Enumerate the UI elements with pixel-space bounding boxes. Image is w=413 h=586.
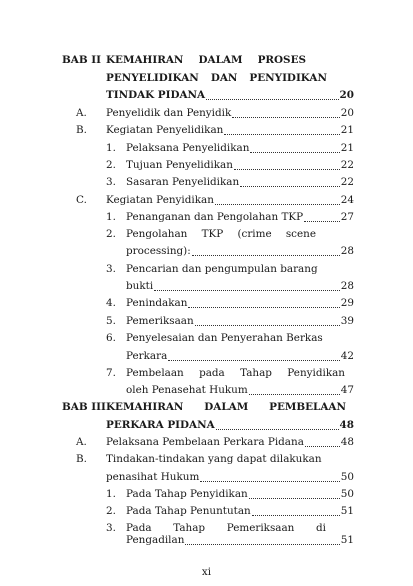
- entry-text-line: Tindakan-tindakan yang dapat dilakukan: [106, 453, 322, 465]
- dot-leader: [250, 144, 339, 153]
- entry-text: Pelaksana Pembelaan Perkara Pidana: [106, 436, 304, 448]
- dot-leader: [232, 109, 339, 118]
- page-number: 21: [340, 142, 354, 154]
- word: di: [316, 522, 326, 534]
- page-number: 50: [340, 488, 354, 500]
- page-number: 50: [340, 471, 354, 483]
- page-number: 39: [340, 315, 354, 327]
- item-number: 5.: [106, 315, 116, 327]
- page-number: 42: [340, 350, 354, 362]
- entry-text: Penyelidik dan Penyidik: [106, 107, 232, 119]
- entry-text: bukti: [126, 280, 154, 292]
- dot-leader: [206, 91, 338, 100]
- toc-entry[interactable]: [126, 280, 354, 293]
- dot-leader: [185, 536, 339, 545]
- toc-entry[interactable]: [126, 211, 354, 224]
- word: PROSES: [257, 54, 306, 66]
- toc-entry[interactable]: [106, 471, 354, 484]
- item-number: 6.: [106, 332, 116, 344]
- entry-text: Perkara: [126, 350, 168, 362]
- dot-leader: [154, 282, 340, 291]
- word: (crime: [237, 228, 272, 240]
- toc-entry[interactable]: [106, 194, 354, 207]
- item-number: 3.: [106, 176, 116, 188]
- word: PENYELIDIKAN: [106, 72, 199, 84]
- word: KEMAHIRAN: [106, 54, 184, 66]
- entry-text: Penindakan: [126, 297, 188, 309]
- word: DALAM: [204, 401, 249, 413]
- item-number: 2.: [106, 505, 116, 517]
- section-label: B.: [76, 124, 87, 136]
- item-number: 4.: [106, 297, 116, 309]
- page-number: 22: [340, 159, 354, 171]
- entry-text-line: [126, 367, 345, 380]
- item-number: 1.: [106, 142, 116, 154]
- chapter-title-line: [106, 401, 346, 414]
- toc-entry[interactable]: [106, 419, 354, 432]
- entry-text: Pemeriksaan: [126, 315, 194, 327]
- entry-text: TINDAK PIDANA: [106, 89, 206, 101]
- item-number: 2.: [106, 228, 116, 240]
- page-number: 51: [340, 534, 354, 546]
- dot-leader: [168, 352, 339, 361]
- chapter-label: BAB III: [62, 401, 106, 413]
- section-label: C.: [76, 194, 87, 206]
- page-number: 21: [340, 124, 354, 136]
- toc-entry[interactable]: [106, 436, 354, 449]
- entry-text: Kegiatan Penyelidikan: [106, 124, 224, 136]
- page-number: 20: [340, 107, 354, 119]
- page-number: 48: [339, 419, 354, 431]
- page-number: 29: [340, 297, 354, 309]
- word: DALAM: [198, 54, 243, 66]
- entry-text: Pada Tahap Penyidikan: [126, 488, 248, 500]
- word: Tahap: [173, 522, 206, 534]
- item-number: 7.: [106, 367, 116, 379]
- page-number: 51: [340, 505, 354, 517]
- dot-leader: [234, 161, 340, 170]
- dot-leader: [195, 317, 340, 326]
- page-number: 28: [340, 245, 354, 257]
- toc-entry[interactable]: [106, 124, 354, 137]
- dot-leader: [215, 196, 340, 205]
- page-number: 28: [340, 280, 354, 292]
- section-label: A.: [76, 107, 87, 119]
- entry-text-line: [126, 228, 316, 241]
- page-number: 22: [340, 176, 354, 188]
- entry-text-line: Penyelesaian dan Penyerahan Berkas: [126, 332, 323, 344]
- page-footer-number: xi: [201, 566, 212, 578]
- word: Pembelaan: [126, 367, 184, 379]
- dot-leader: [249, 386, 340, 395]
- section-label: A.: [76, 436, 87, 448]
- dot-leader: [240, 178, 340, 187]
- word: Pada: [126, 522, 152, 534]
- toc-entry[interactable]: [126, 505, 354, 518]
- chapter-title-line: [106, 72, 327, 85]
- toc-entry[interactable]: [126, 384, 354, 397]
- entry-text: penasihat Hukum: [106, 471, 200, 483]
- toc-entry[interactable]: [126, 297, 354, 310]
- chapter-title-line: [106, 54, 306, 67]
- entry-text: PERKARA PIDANA: [106, 419, 215, 431]
- entry-text: Pengadilan: [126, 534, 185, 546]
- word: Pemeriksaan: [226, 522, 295, 534]
- entry-text: processing):: [126, 245, 191, 257]
- toc-entry[interactable]: [126, 142, 354, 155]
- toc-entry[interactable]: [126, 159, 354, 172]
- toc-entry[interactable]: [126, 315, 354, 328]
- item-number: 1.: [106, 211, 116, 223]
- dot-leader: [188, 299, 339, 308]
- section-label: B.: [76, 453, 87, 465]
- entry-text: Penanganan dan Pengolahan TKP: [126, 211, 304, 223]
- dot-leader: [224, 126, 339, 135]
- page-number: 47: [340, 384, 354, 396]
- dot-leader: [249, 490, 340, 499]
- entry-text-line: Pencarian dan pengumpulan barang: [126, 263, 318, 275]
- entry-text: Sasaran Penyelidikan: [126, 176, 240, 188]
- dot-leader: [192, 247, 340, 256]
- word: PENYIDIKAN: [249, 72, 327, 84]
- dot-leader: [216, 421, 339, 430]
- toc-entry[interactable]: [126, 245, 354, 258]
- item-number: 1.: [106, 488, 116, 500]
- toc-entry[interactable]: [106, 107, 354, 120]
- word: TKP: [201, 228, 224, 240]
- chapter-label: BAB II: [62, 54, 101, 66]
- entry-text: Kegiatan Penyidikan: [106, 194, 214, 206]
- toc-entry[interactable]: [126, 488, 354, 501]
- page-number: 27: [340, 211, 354, 223]
- dot-leader: [200, 473, 339, 482]
- word: Pengolahan: [126, 228, 188, 240]
- dot-leader: [305, 438, 340, 447]
- word: Penyidikan: [287, 367, 345, 379]
- toc-entry[interactable]: [126, 176, 354, 189]
- entry-text: Pada Tahap Penuntutan: [126, 505, 251, 517]
- entry-text: Tujuan Penyelidikan: [126, 159, 233, 171]
- toc-entry[interactable]: [106, 89, 354, 102]
- entry-text: Pelaksana Penyelidikan: [126, 142, 250, 154]
- word: Tahap: [240, 367, 272, 379]
- toc-entry[interactable]: [126, 350, 354, 363]
- dot-leader: [252, 507, 340, 516]
- page-number: 48: [340, 436, 354, 448]
- item-number: 3.: [106, 522, 116, 534]
- word: DAN: [210, 72, 238, 84]
- word: PEMBELAAN: [269, 401, 346, 413]
- dot-leader: [304, 213, 340, 222]
- word: KEMAHIRAN: [106, 401, 184, 413]
- toc-entry[interactable]: [126, 534, 354, 547]
- page-number: 20: [339, 89, 354, 101]
- word: pada: [199, 367, 225, 379]
- item-number: 3.: [106, 263, 116, 275]
- item-number: 2.: [106, 159, 116, 171]
- page-number: 24: [340, 194, 354, 206]
- word: scene: [285, 228, 316, 240]
- entry-text: oleh Penasehat Hukum: [126, 384, 248, 396]
